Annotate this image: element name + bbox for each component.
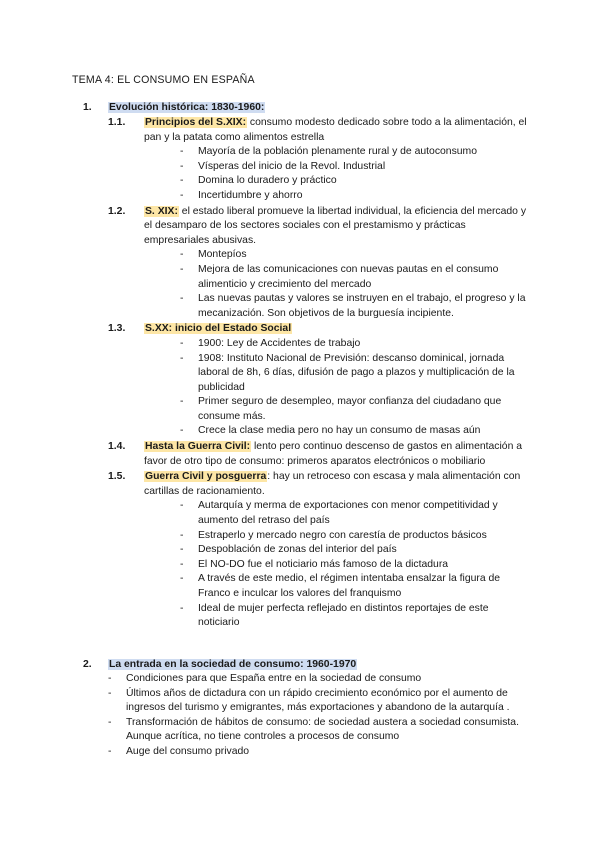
list-item: - 1908: Instituto Nacional de Previsión: descanso dominical, jornada laboral de 8h, 6 días, difusión de pago a plazos y multiplicación de la publicidad [180,352,528,396]
section-number: 1. [83,102,92,113]
subsection-number: 1.5. [108,471,126,483]
subsection-text: consumo modesto dedicado sobre todo a la alimentación, el pan y la patata como alimentos estrella [144,117,527,143]
list-item: - Vísperas del inicio de la Revol. Industrial [180,160,528,175]
list-item: - Mejora de las comunicaciones con nuevas pautas en el consumo alimenticio y crecimiento del mercado [180,263,528,292]
subsection-1-5 [108,470,528,631]
bullet-list [144,499,528,630]
subsection-highlight: S. XIX: [145,205,178,217]
section-1 [72,100,528,631]
subsection-text: lento pero continuo descenso de gastos en alimentación a favor de otro tipo de consumo: primeros aparatos electrónicos o mobiliario [144,441,523,467]
list-item: - 1900: Ley de Accidentes de trabajo [180,337,528,352]
list-item: - Auge del consumo privado [108,745,528,760]
list-item: - Autarquía y merma de exportaciones con menor competitividad y aumento del retraso del país [180,499,528,528]
subsection-number: 1.4. [108,441,126,453]
subsection-1-1 [108,116,528,204]
subsection-number: 1.1. [108,117,126,128]
subsection-text: el estado liberal promueve la libertad individual, la eficiencia del mercado y el desamparo de los sectores sociales con el prestamismo y prácticas empresariales abusivas. [144,205,527,246]
bullet-list [144,337,528,439]
list-item: - Transformación de hábitos de consumo: de sociedad austera a sociedad consumista. Aunque acrítica, no tiene controles a procesos de consumo [108,716,528,745]
section-number: 2. [83,659,92,670]
list-item: - Condiciones para que España entre en la sociedad de consumo [108,672,528,687]
list-item: - Primer seguro de desempleo, mayor confianza del ciudadano que consume más. [180,395,528,424]
subsection-highlight: Hasta la Guerra Civil: [145,441,251,453]
bullet-list [144,248,528,321]
subsection-number: 1.3. [108,323,126,335]
list-item: - Crece la clase media pero no hay un consumo de masas aún [180,424,528,439]
document-title: TEMA 4: EL CONSUMO EN ESPAÑA [72,74,255,86]
list-item: - Montepíos [180,248,528,263]
list-item: - Últimos años de dictadura con un rápido crecimiento económico por el aumento de ingresos del turismo y emigrantes, más exportaciones y abandono de la autarquía . [108,687,528,716]
list-item: - Estraperlo y mercado negro con carestía de productos básicos [180,529,528,544]
list-item: - El NO-DO fue el noticiario más famoso de la dictadura [180,558,528,573]
bullet-list [72,672,528,760]
subsection-1-3 [108,322,528,439]
list-item: - Incertidumbre y ahorro [180,189,528,204]
bullet-list [144,145,528,203]
section-title: La entrada en la sociedad de consumo: 1960-1970 [109,659,357,670]
list-item: - Domina lo duradero y práctico [180,174,528,189]
list-item: - A través de este medio, el régimen intentaba ensalzar la figura de Franco e inculcar los valores del franquismo [180,572,528,601]
list-item: - Mayoría de la población plenamente rural y de autoconsumo [180,145,528,160]
section-2 [72,657,528,760]
list-item: - Las nuevas pautas y valores se instruyen en el trabajo, el progreso y la mecanización. Son objetivos de la burguesía incipiente. [180,292,528,321]
subsection-1-4 [108,440,528,469]
section-2-heading [72,657,528,672]
subsection-highlight: S.XX: inicio del Estado Social [145,323,292,335]
subsection-highlight: Principios del S.XIX: [145,117,247,128]
subsection-1-2 [108,205,528,322]
section-title: Evolución histórica: 1830-1960: [109,102,265,113]
list-item: - Ideal de mujer perfecta reflejado en distintos reportajes de este noticiario [180,602,528,631]
subsection-number: 1.2. [108,205,126,217]
list-item: - Despoblación de zonas del interior del país [180,543,528,558]
subsection-text: : hay un retroceso con escasa y mala alimentación con cartillas de racionamiento. [144,471,521,497]
section-1-heading [72,100,528,115]
subsection-highlight: Guerra Civil y posguerra [145,471,267,483]
